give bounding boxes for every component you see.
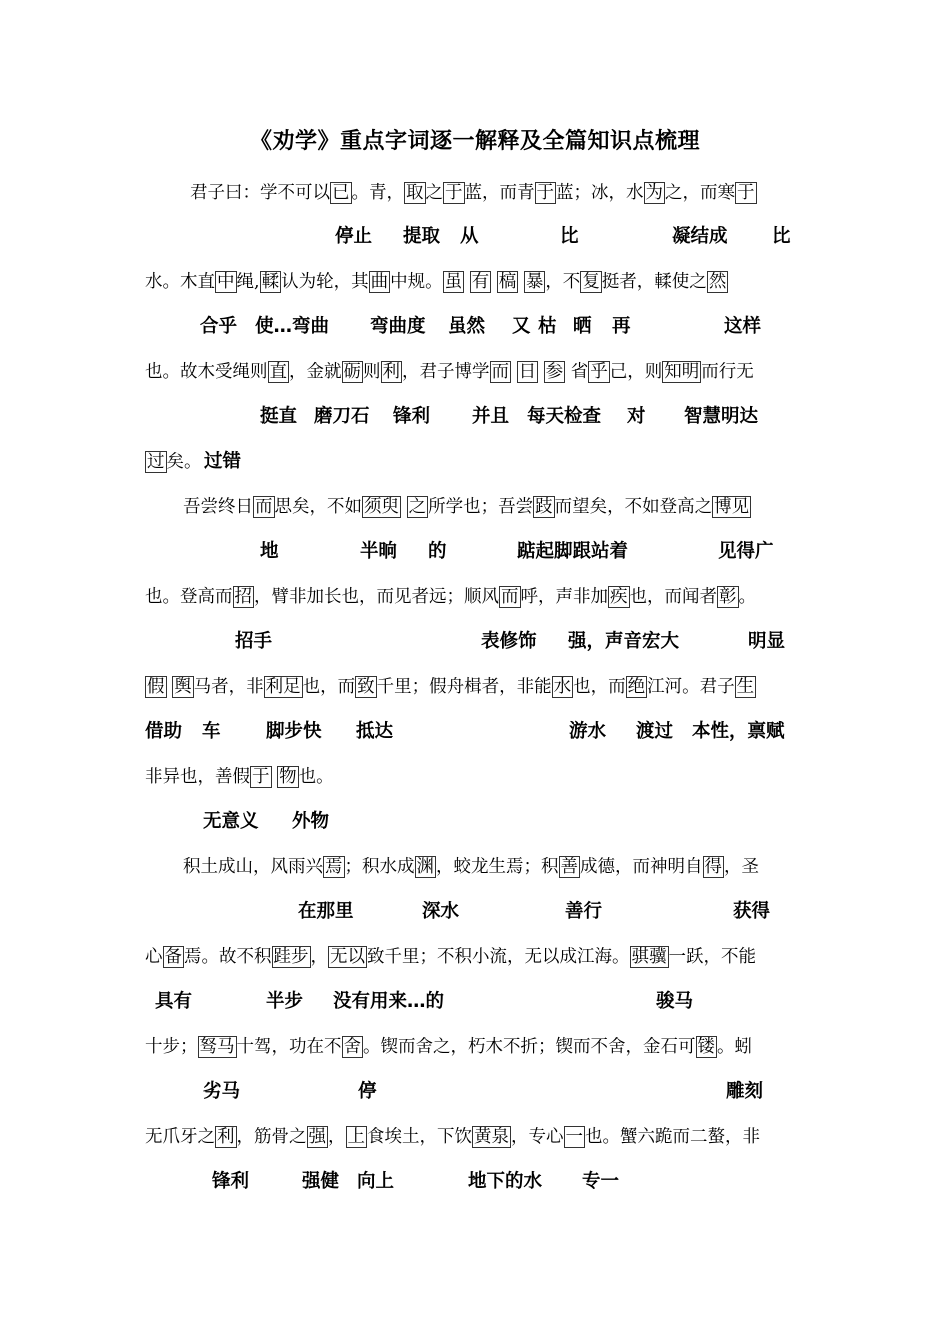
text-line <box>0 1124 950 1154</box>
gloss: 提取 <box>403 226 441 247</box>
gloss: 地 <box>260 541 279 562</box>
text-line <box>0 1034 950 1064</box>
text-run: 假 舆 马者，非 利足 也，而 致 千里；假舟楫者，非能 水 也，而 绝 江河。君子 生 <box>147 677 755 697</box>
text-line <box>0 854 950 884</box>
gloss: 车 <box>202 721 221 742</box>
gloss: 比 <box>560 226 579 247</box>
gloss: 弯曲度 <box>370 316 426 337</box>
gloss: 踮起脚跟站着 <box>517 541 629 562</box>
gloss: 渡过 <box>636 721 674 742</box>
gloss: 本性，禀赋 <box>692 721 785 742</box>
gloss: 专一 <box>582 1171 620 1192</box>
gloss: 再 <box>612 316 631 337</box>
gloss: 游水 <box>569 721 607 742</box>
gloss: 脚步快 <box>266 721 322 742</box>
gloss: 向上 <box>357 1171 395 1192</box>
gloss-line <box>0 629 950 659</box>
gloss: 从 <box>460 226 479 247</box>
gloss: 每天检查 <box>527 406 602 427</box>
text-run: 也。故木受绳则 直 ，金就 砺 则 利 ，君子博学 而 日 参 省 乎 己，则 知明 而行无 <box>145 362 754 382</box>
text-run: 吾尝终日 而 思矣，不如 须臾 之 所学也；吾尝 跂 而望矣，不如登高之 博见 <box>183 497 750 517</box>
gloss-line <box>0 404 950 434</box>
text-run: 心 备 焉。故不积 跬步 ， 无以 致千里；不积小流，无以成江海。 骐骥 一跃，不能 <box>145 947 756 967</box>
text-run: 无爪牙之 利 ，筋骨之 强 ， 上 食埃土，下饮 黄泉 ，专心 一 也。蟹六跪而二螯，非 <box>145 1127 760 1147</box>
gloss: 使…弯曲 <box>255 316 330 337</box>
text-line <box>0 764 950 794</box>
gloss: 锋利 <box>212 1171 250 1192</box>
gloss-line <box>0 719 950 749</box>
text-line <box>0 944 950 974</box>
gloss: 招手 <box>235 631 273 652</box>
text-line <box>0 449 950 479</box>
gloss: 过错 <box>204 451 242 472</box>
text-run: 过 矣。 <box>147 452 202 472</box>
gloss: 表修饰 <box>481 631 537 652</box>
text-run: 也。登高而 招 ，臂非加长也，而见者远；顺风 而 呼，声非加 疾 也，而闻者 彰 。 <box>145 587 756 607</box>
gloss: 具有 <box>155 991 193 1012</box>
gloss: 锋利 <box>393 406 431 427</box>
gloss-line <box>0 899 950 929</box>
gloss: 抵达 <box>356 721 394 742</box>
gloss-line <box>0 989 950 1019</box>
text-run: 水。木直 中 绳, 輮 认为轮，其 曲 中规。 虽 有 槁 暴 ，不 复 挺者，輮使之 然 <box>145 272 727 292</box>
gloss-line <box>0 809 950 839</box>
text-line <box>0 494 950 524</box>
gloss: 合乎 <box>200 316 238 337</box>
gloss: 没有用来…的 <box>333 991 445 1012</box>
page-title: 《劝学》重点字词逐一解释及全篇知识点梳理 <box>249 129 700 154</box>
gloss: 强健 <box>302 1171 340 1192</box>
text-line <box>0 180 950 210</box>
gloss: 磨刀石 <box>314 406 370 427</box>
gloss: 智慧明达 <box>684 406 759 427</box>
gloss: 外物 <box>292 811 330 832</box>
text-line <box>0 584 950 614</box>
gloss: 对 <box>627 406 646 427</box>
gloss-line <box>0 539 950 569</box>
gloss: 深水 <box>422 901 460 922</box>
gloss: 比 <box>772 226 791 247</box>
text-line <box>0 269 950 299</box>
gloss: 这样 <box>724 316 762 337</box>
text-line <box>0 359 950 389</box>
gloss: 枯 <box>538 316 557 337</box>
gloss: 挺直 <box>260 406 298 427</box>
gloss: 强，声音宏大 <box>568 631 680 652</box>
gloss: 停止 <box>335 226 373 247</box>
gloss: 在那里 <box>298 901 354 922</box>
gloss: 劣马 <box>203 1081 241 1102</box>
gloss: 凝结成 <box>672 226 728 247</box>
gloss: 明显 <box>748 631 786 652</box>
gloss: 停 <box>358 1081 377 1102</box>
gloss: 雕刻 <box>726 1081 764 1102</box>
text-run: 君子曰：学不可以 已 。青， 取 之 于 蓝，而青 于 蓝；冰，水 为 之，而寒 于 <box>190 183 755 203</box>
gloss: 半晌 <box>360 541 398 562</box>
gloss: 并且 <box>472 406 510 427</box>
gloss: 借助 <box>145 721 183 742</box>
gloss-line <box>0 1079 950 1109</box>
gloss: 的 <box>428 541 447 562</box>
gloss: 见得广 <box>718 541 774 562</box>
text-run: 积土成山，风雨兴 焉 ；积水成 渊 ，蛟龙生焉；积 善 成德，而神明自 得 ，圣 <box>183 857 759 877</box>
gloss: 半步 <box>266 991 304 1012</box>
gloss: 又 <box>512 316 531 337</box>
text-run: 十步； 驽马 十驾，功在不 舍 。锲而舍之，朽木不折；锲而不舍，金石可 镂 。蚓 <box>145 1037 752 1057</box>
gloss: 获得 <box>733 901 771 922</box>
text-run: 非异也，善假 于 物 也。 <box>145 767 334 787</box>
gloss: 地下的水 <box>468 1171 543 1192</box>
gloss-line <box>0 314 950 344</box>
gloss: 骏马 <box>656 991 694 1012</box>
gloss-line <box>0 1169 950 1199</box>
gloss: 善行 <box>565 901 603 922</box>
gloss-line <box>0 224 950 254</box>
gloss: 虽然 <box>448 316 486 337</box>
gloss: 无意义 <box>203 811 259 832</box>
gloss: 晒 <box>573 316 592 337</box>
text-line <box>0 674 950 704</box>
